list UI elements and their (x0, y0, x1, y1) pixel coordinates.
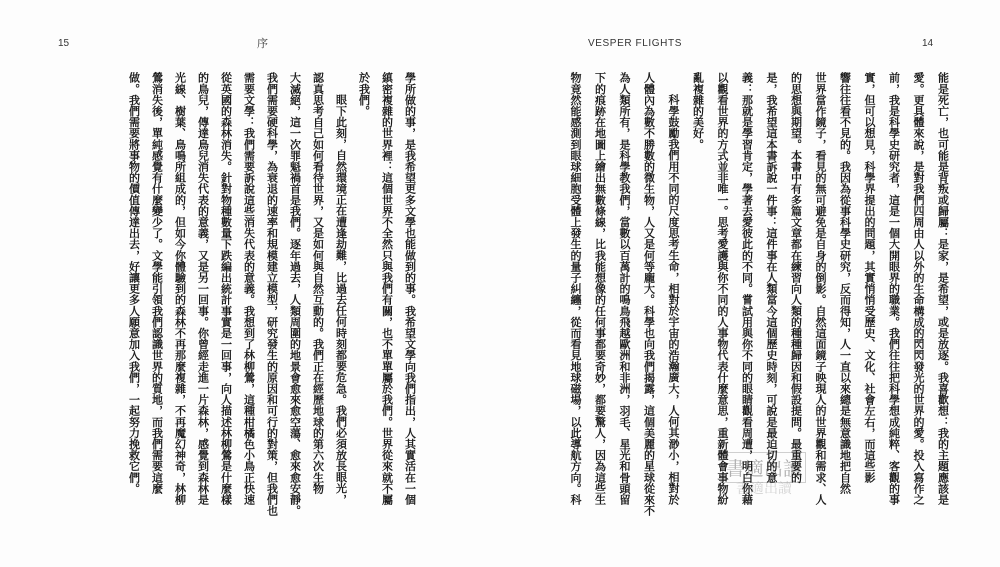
text-column: 亂複雜的美好。 (691, 72, 705, 150)
text-column: 眼下此刻，自然環境正在遭逢劫難，比過去任何時刻都要危急。我們必須放長眼光， (334, 94, 348, 505)
text-column: 縝密複雜的世界裡：這個世界不全然只與我們有關，也不單單屬於我們。世界從來就不屬 (380, 72, 394, 505)
text-column: 愛。更具體來說，是對我們四周由人以外的生命構成的閃閃發光的世界的愛。投入寫作之 (912, 72, 925, 505)
text-column: 認真思考自己如何看待世界，又是如何與自然互動的。我們正在經歷地球的第六次生物 (311, 72, 325, 494)
text-column: 科學鼓勵我們用不同的尺度思考生命，相對於宇宙的浩瀚廣大，人何其渺小，相對於 (667, 94, 680, 505)
text-column: 大滅絕，這一次罪魁禍首是我們。逐年過去，人類周圍的地景會愈來愈空蕩、愈來愈安靜。 (288, 72, 302, 516)
left-running-head: 序 (257, 37, 268, 50)
text-column: 的思想與期望。本書中有多篇文章都在練習向人類的種種歸因和假設提問。最重要的 (789, 72, 803, 483)
text-column: 的鳥兒，傳達鳥兒消失代表的意義，又是另一回事。你曾經走進一片森林，感覺到森林是 (196, 72, 210, 505)
text-column: 實，但可以想見，科學界提出的問題，其實悄悄受歷史、文化、社會左右，而這些影 (863, 72, 876, 483)
text-column: 學所做的事，是我希望更多文學也能做到的事。我希望文學向我們指出，人其實活在一個 (403, 72, 417, 505)
text-column: 於我們。 (357, 72, 371, 117)
text-column: 鶯消失後，單純感覺有什麼變少了。文學能引領我們認識世界的質地，而我們需要這麼 (150, 72, 164, 494)
watermark-ghost: 書適出讀 (736, 481, 792, 497)
text-column: 義：那就是學習肯定，學著去愛彼此的不同。嘗試用與你不同的眼睛觀看周遭，明白你藉 (740, 72, 754, 505)
watermark: 書適出讀 (722, 452, 806, 483)
text-column: 以觀看世界的方式並非唯一。思考愛護與你不同的人事物代表什麼意思，重新體會事物紛 (716, 72, 729, 505)
text-column: 人體內為數不勝數的微生物，人又是何等龐大。科學也向我們揭露，這個美麗的星球從來不 (642, 72, 656, 516)
text-column: 前，我是科學史研究者，這是一個大開眼界的職業。我們往往把科學想成純粹、客觀的事 (887, 72, 901, 505)
text-column: 為人類所有，是科學教我們，當數以百萬計的鳴鳥飛越歐洲和非洲，羽毛、星光和骨頭留 (618, 72, 631, 505)
text-column: 能是死亡，也可能是背叛或歸屬：是家，是希望，或是放逐。我喜歡想：我的主題應該是 (936, 72, 950, 505)
text-column: 是，我希望這本書訴說一件事：這件事在人類當今這個歷史時刻，可說是最迫切的意 (765, 72, 778, 483)
left-page-number: 15 (58, 38, 70, 49)
text-column: 世界當作鏡子，看見的無可避免是自身的倒影。自然這面鏡子映現人的世界觀和需求、人 (814, 72, 827, 505)
right-running-head: VESPER FLIGHTS (588, 38, 682, 49)
right-page-number: 14 (922, 38, 934, 49)
text-column: 物竟然能感測到眼球細胞受體上發生的量子糾纏，從而看見地球磁場，以此導航方向。科 (569, 72, 582, 505)
text-column: 做。我們需要將事物的價值傳達出去，好讓更多人願意加入我們，一起努力挽救它們。 (127, 72, 141, 494)
text-column: 從英國的森林消失。針對物種數量下跌編出統計事實是一回事，向人描述林柳鶯是什麼樣 (219, 72, 233, 505)
text-column: 響往往看不見的。我因為從事科學史研究，反而得知，人一直以來總是無意識地把自然 (838, 72, 852, 494)
text-column: 下的痕跡在地圖上繪出無數條線，比我能想像的任何事都要奇妙，都要驚人，因為這些生 (593, 72, 607, 505)
text-column: 需要文學：我們需要訴說這些消失代表的意義。我想到了林柳鶯，這種柑橘色小鳥正快速 (242, 72, 256, 505)
text-column: 我們需要硬科學，為衰退的速率和規模建立模型，研究發生的原因和可行的對策，但我們也 (265, 72, 279, 516)
text-column: 光線、樹葉、鳥鳴所組成的，但如今你體驗到的森林不再那麼複雜，不再魔幻神奇，林柳 (173, 72, 187, 505)
